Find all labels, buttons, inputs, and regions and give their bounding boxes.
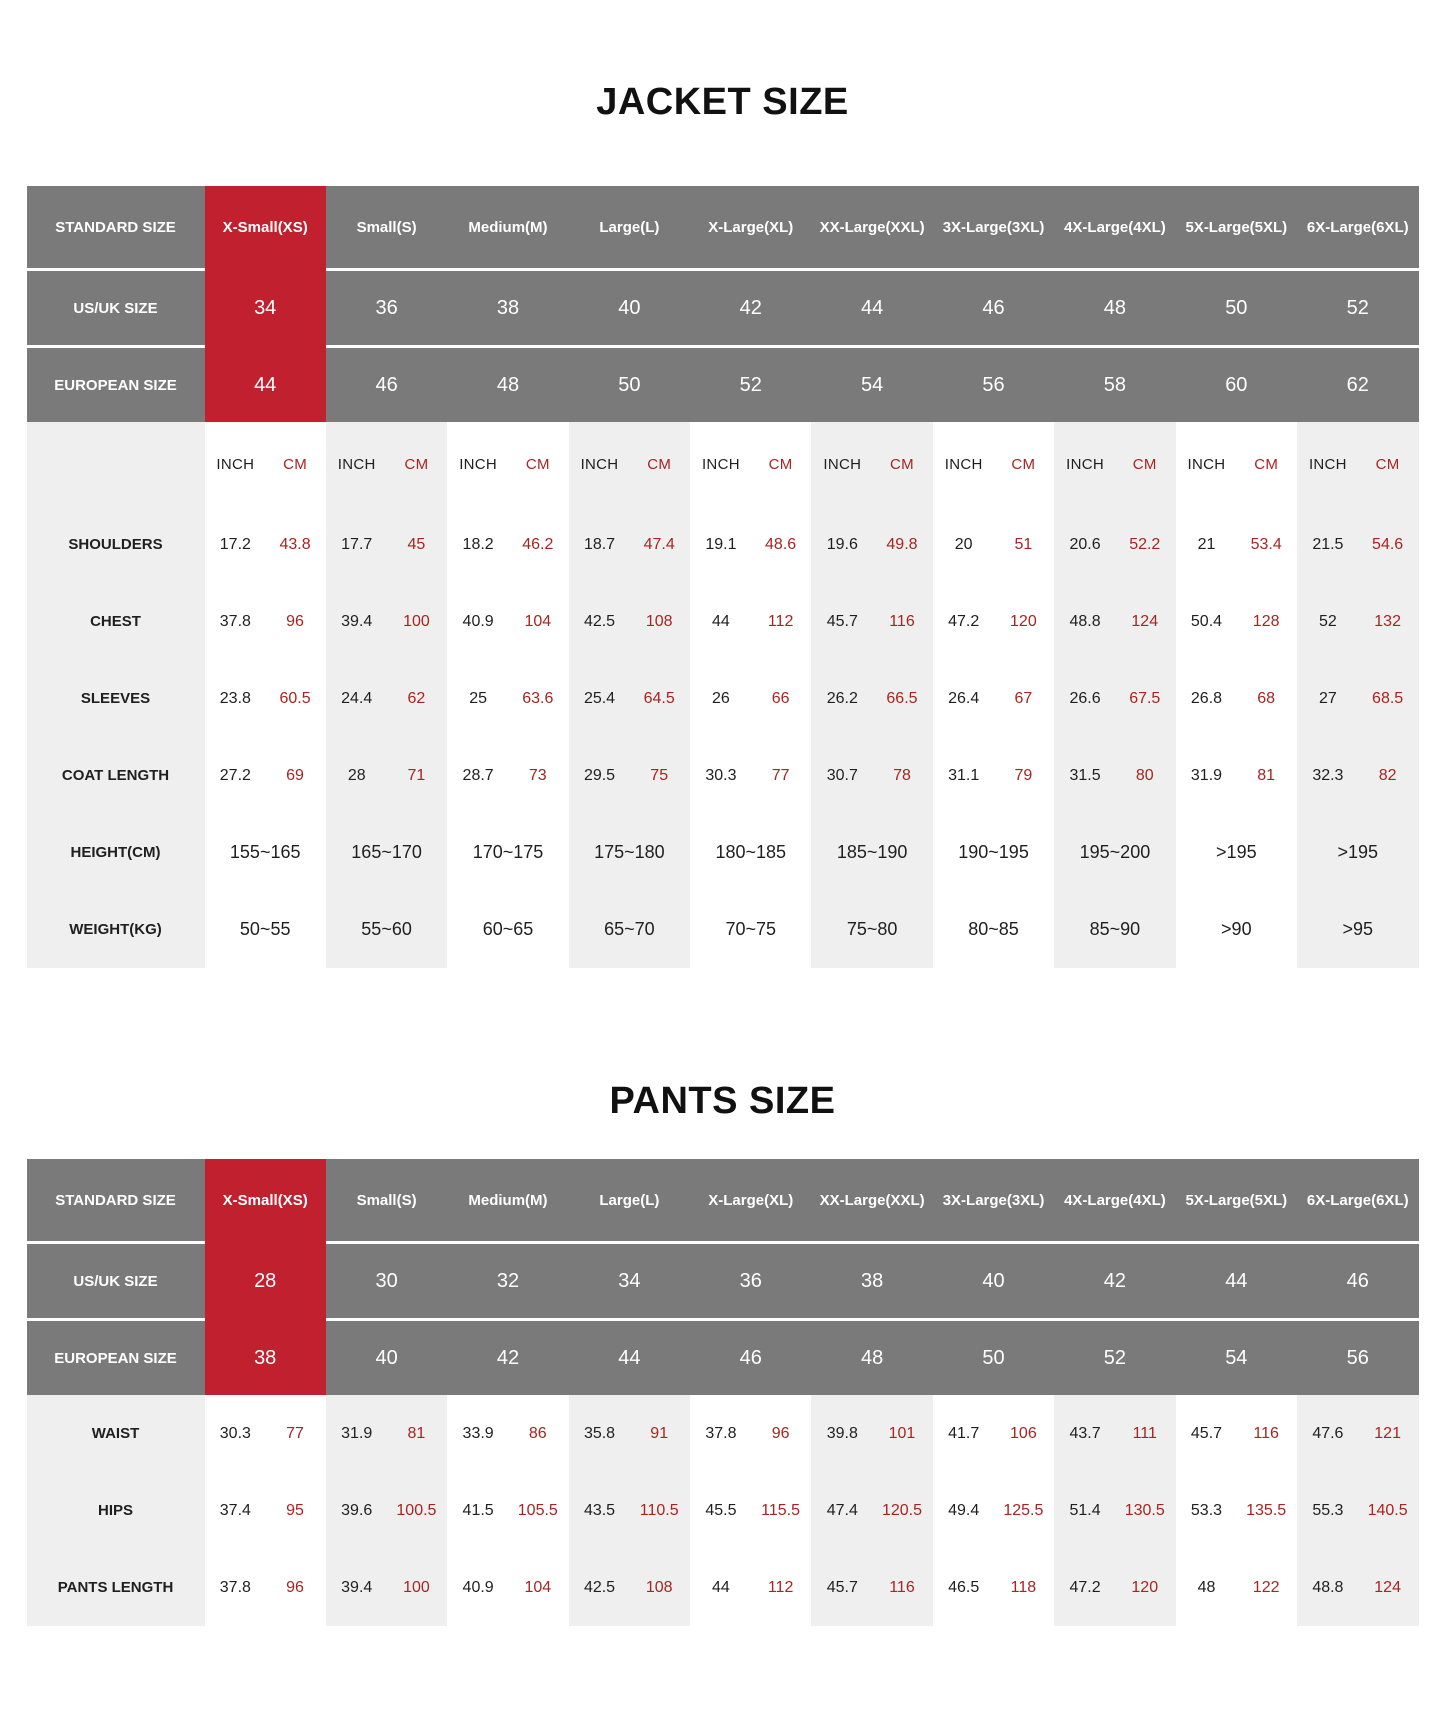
measurement-cell: 45.7 116 — [1176, 1395, 1297, 1472]
size-name-cell: Large(L) — [569, 1159, 690, 1244]
us-uk-size-cell: 42 — [1054, 1244, 1175, 1321]
measurement-cell: 28.7 73 — [447, 737, 568, 814]
measurement-cell: 29.5 75 — [569, 737, 690, 814]
european-size-cell: 44 — [569, 1321, 690, 1395]
us-uk-size-cell: 38 — [447, 271, 568, 348]
jacket-size-title: JACKET SIZE — [596, 81, 849, 123]
jacket-size-table — [27, 186, 1419, 968]
size-name-cell: 4X-Large(4XL) — [1054, 186, 1175, 271]
range-cell: 175~180 — [569, 814, 690, 891]
range-cell: 190~195 — [933, 814, 1054, 891]
size-name-cell: Small(S) — [326, 1159, 447, 1244]
range-cell: 80~85 — [933, 891, 1054, 968]
measurement-cell: 43.7 111 — [1054, 1395, 1175, 1472]
us-uk-size-cell: 34 — [205, 271, 326, 348]
us-uk-size-cell: 38 — [811, 1244, 932, 1321]
us-uk-size-cell: 46 — [933, 271, 1054, 348]
measurement-cell: 31.9 81 — [1176, 737, 1297, 814]
measurement-cell: 20 51 — [933, 506, 1054, 583]
jacket-row-shoulders — [27, 506, 1419, 583]
measurement-cell: 21 53.4 — [1176, 506, 1297, 583]
jacket-standard-size-row — [27, 186, 1419, 271]
range-cell: >195 — [1176, 814, 1297, 891]
measurement-label: WAIST — [27, 1395, 205, 1472]
size-name-cell: Medium(M) — [447, 186, 568, 271]
range-cell: 185~190 — [811, 814, 932, 891]
measurement-cell: 27.2 69 — [205, 737, 326, 814]
measurement-cell: 31.1 79 — [933, 737, 1054, 814]
pants-european-size-row — [27, 1321, 1419, 1395]
range-cell: 180~185 — [690, 814, 811, 891]
measurement-cell: 33.9 86 — [447, 1395, 568, 1472]
measurement-cell: 39.4 100 — [326, 583, 447, 660]
range-cell: 85~90 — [1054, 891, 1175, 968]
range-cell: 195~200 — [1054, 814, 1175, 891]
measurement-cell: 48 122 — [1176, 1549, 1297, 1626]
european-size-cell: 42 — [447, 1321, 568, 1395]
measurement-cell: 17.7 45 — [326, 506, 447, 583]
measurement-cell: 20.6 52.2 — [1054, 506, 1175, 583]
pants-row-waist — [27, 1395, 1419, 1472]
measurement-cell: 17.2 43.8 — [205, 506, 326, 583]
measurement-label: SHOULDERS — [27, 506, 205, 583]
size-name-cell: XX-Large(XXL) — [811, 186, 932, 271]
measurement-cell: 53.3 135.5 — [1176, 1472, 1297, 1549]
pants-size-table — [27, 1159, 1419, 1626]
pants-row-hips — [27, 1472, 1419, 1549]
size-name-cell: 3X-Large(3XL) — [933, 186, 1054, 271]
us-uk-size-cell: 36 — [690, 1244, 811, 1321]
standard-size-row-label: STANDARD SIZE — [27, 186, 205, 271]
measurement-cell: 47.6 121 — [1297, 1395, 1418, 1472]
measurement-cell: 30.7 78 — [811, 737, 932, 814]
size-name-cell: 6X-Large(6XL) — [1297, 1159, 1418, 1244]
european-size-cell: 60 — [1176, 348, 1297, 422]
measurement-label: HEIGHT(CM) — [27, 814, 205, 891]
measurement-cell: 45.7 116 — [811, 583, 932, 660]
jacket-usuk-size-row — [27, 271, 1419, 348]
measurement-cell: 51.4 130.5 — [1054, 1472, 1175, 1549]
measurement-cell: 48.8 124 — [1054, 583, 1175, 660]
standard-size-row-label: STANDARD SIZE — [27, 1159, 205, 1244]
measurement-cell: 30.3 77 — [690, 737, 811, 814]
measurement-cell: 39.4 100 — [326, 1549, 447, 1626]
measurement-cell: 47.4 120.5 — [811, 1472, 932, 1549]
us-uk-size-cell: 28 — [205, 1244, 326, 1321]
range-cell: 165~170 — [326, 814, 447, 891]
us-uk-size-cell: 30 — [326, 1244, 447, 1321]
measurement-cell: 44 112 — [690, 583, 811, 660]
usuk-size-row-label: US/UK SIZE — [27, 1244, 205, 1321]
unit-header-spacer — [27, 422, 205, 506]
measurement-cell: 23.8 60.5 — [205, 660, 326, 737]
measurement-cell: 41.5 105.5 — [447, 1472, 568, 1549]
usuk-size-row-label: US/UK SIZE — [27, 271, 205, 348]
measurement-cell: 39.8 101 — [811, 1395, 932, 1472]
size-name-cell: Medium(M) — [447, 1159, 568, 1244]
european-size-cell: 44 — [205, 348, 326, 422]
measurement-cell: 55.3 140.5 — [1297, 1472, 1418, 1549]
size-name-cell: XX-Large(XXL) — [811, 1159, 932, 1244]
pants-row-pants-length — [27, 1549, 1419, 1626]
european-size-cell: 50 — [569, 348, 690, 422]
european-size-row-label: EUROPEAN SIZE — [27, 1321, 205, 1395]
measurement-label: WEIGHT(KG) — [27, 891, 205, 968]
jacket-european-size-row — [27, 348, 1419, 422]
range-cell: 170~175 — [447, 814, 568, 891]
measurement-cell: 26 66 — [690, 660, 811, 737]
measurement-cell: 26.6 67.5 — [1054, 660, 1175, 737]
range-cell: 155~165 — [205, 814, 326, 891]
us-uk-size-cell: 48 — [1054, 271, 1175, 348]
us-uk-size-cell: 34 — [569, 1244, 690, 1321]
measurement-cell: 41.7 106 — [933, 1395, 1054, 1472]
measurement-label: PANTS LENGTH — [27, 1549, 205, 1626]
us-uk-size-cell: 40 — [933, 1244, 1054, 1321]
measurement-cell: 19.1 48.6 — [690, 506, 811, 583]
measurement-cell: 24.4 62 — [326, 660, 447, 737]
range-cell: 50~55 — [205, 891, 326, 968]
unit-header-cell: INCH CM — [811, 422, 932, 506]
measurement-cell: 48.8 124 — [1297, 1549, 1418, 1626]
range-cell: 65~70 — [569, 891, 690, 968]
european-size-cell: 56 — [1297, 1321, 1418, 1395]
range-cell: 70~75 — [690, 891, 811, 968]
us-uk-size-cell: 44 — [1176, 1244, 1297, 1321]
measurement-cell: 37.4 95 — [205, 1472, 326, 1549]
pants-size-title: PANTS SIZE — [609, 1080, 836, 1122]
us-uk-size-cell: 32 — [447, 1244, 568, 1321]
us-uk-size-cell: 52 — [1297, 271, 1418, 348]
size-name-cell: X-Large(XL) — [690, 1159, 811, 1244]
size-name-cell: X-Small(XS) — [205, 1159, 326, 1244]
measurement-cell: 21.5 54.6 — [1297, 506, 1418, 583]
measurement-cell: 45.7 116 — [811, 1549, 932, 1626]
size-name-cell: 5X-Large(5XL) — [1176, 1159, 1297, 1244]
measurement-cell: 28 71 — [326, 737, 447, 814]
measurement-cell: 37.8 96 — [205, 583, 326, 660]
measurement-cell: 42.5 108 — [569, 1549, 690, 1626]
measurement-cell: 42.5 108 — [569, 583, 690, 660]
european-size-cell: 54 — [811, 348, 932, 422]
measurement-cell: 47.2 120 — [933, 583, 1054, 660]
measurement-cell: 31.9 81 — [326, 1395, 447, 1472]
measurement-cell: 30.3 77 — [205, 1395, 326, 1472]
measurement-cell: 50.4 128 — [1176, 583, 1297, 660]
measurement-cell: 27 68.5 — [1297, 660, 1418, 737]
unit-header-cell: INCH CM — [447, 422, 568, 506]
unit-header-cell: INCH CM — [569, 422, 690, 506]
size-name-cell: 3X-Large(3XL) — [933, 1159, 1054, 1244]
jacket-row-height-cm- — [27, 814, 1419, 891]
unit-header-cell: INCH CM — [205, 422, 326, 506]
measurement-cell: 25.4 64.5 — [569, 660, 690, 737]
measurement-cell: 19.6 49.8 — [811, 506, 932, 583]
us-uk-size-cell: 40 — [569, 271, 690, 348]
european-size-cell: 48 — [811, 1321, 932, 1395]
measurement-cell: 44 112 — [690, 1549, 811, 1626]
range-cell: >95 — [1297, 891, 1418, 968]
size-name-cell: 4X-Large(4XL) — [1054, 1159, 1175, 1244]
unit-header-cell: INCH CM — [326, 422, 447, 506]
european-size-cell: 50 — [933, 1321, 1054, 1395]
us-uk-size-cell: 42 — [690, 271, 811, 348]
measurement-cell: 37.8 96 — [205, 1549, 326, 1626]
measurement-cell: 26.4 67 — [933, 660, 1054, 737]
unit-header-cell: INCH CM — [933, 422, 1054, 506]
measurement-cell: 18.7 47.4 — [569, 506, 690, 583]
european-size-cell: 48 — [447, 348, 568, 422]
measurement-cell: 45.5 115.5 — [690, 1472, 811, 1549]
measurement-cell: 49.4 125.5 — [933, 1472, 1054, 1549]
measurement-cell: 40.9 104 — [447, 1549, 568, 1626]
range-cell: 60~65 — [447, 891, 568, 968]
range-cell: >90 — [1176, 891, 1297, 968]
us-uk-size-cell: 46 — [1297, 1244, 1418, 1321]
unit-header-cell: INCH CM — [690, 422, 811, 506]
measurement-cell: 26.8 68 — [1176, 660, 1297, 737]
european-size-cell: 54 — [1176, 1321, 1297, 1395]
jacket-row-sleeves — [27, 660, 1419, 737]
european-size-cell: 46 — [326, 348, 447, 422]
measurement-cell: 26.2 66.5 — [811, 660, 932, 737]
jacket-unit-header-row — [27, 422, 1419, 506]
range-cell: 75~80 — [811, 891, 932, 968]
jacket-row-chest — [27, 583, 1419, 660]
size-name-cell: 6X-Large(6XL) — [1297, 186, 1418, 271]
measurement-cell: 25 63.6 — [447, 660, 568, 737]
measurement-cell: 32.3 82 — [1297, 737, 1418, 814]
range-cell: >195 — [1297, 814, 1418, 891]
european-size-cell: 38 — [205, 1321, 326, 1395]
pants-standard-size-row — [27, 1159, 1419, 1244]
measurement-cell: 40.9 104 — [447, 583, 568, 660]
measurement-cell: 47.2 120 — [1054, 1549, 1175, 1626]
european-size-cell: 52 — [690, 348, 811, 422]
measurement-cell: 18.2 46.2 — [447, 506, 568, 583]
range-cell: 55~60 — [326, 891, 447, 968]
us-uk-size-cell: 44 — [811, 271, 932, 348]
jacket-row-weight-kg- — [27, 891, 1419, 968]
size-name-cell: Small(S) — [326, 186, 447, 271]
measurement-label: HIPS — [27, 1472, 205, 1549]
us-uk-size-cell: 36 — [326, 271, 447, 348]
measurement-label: CHEST — [27, 583, 205, 660]
measurement-cell: 39.6 100.5 — [326, 1472, 447, 1549]
unit-header-cell: INCH CM — [1176, 422, 1297, 506]
european-size-cell: 58 — [1054, 348, 1175, 422]
european-size-cell: 52 — [1054, 1321, 1175, 1395]
measurement-cell: 46.5 118 — [933, 1549, 1054, 1626]
pants-usuk-size-row — [27, 1244, 1419, 1321]
size-name-cell: 5X-Large(5XL) — [1176, 186, 1297, 271]
size-name-cell: Large(L) — [569, 186, 690, 271]
measurement-label: SLEEVES — [27, 660, 205, 737]
european-size-cell: 56 — [933, 348, 1054, 422]
measurement-cell: 31.5 80 — [1054, 737, 1175, 814]
size-name-cell: X-Small(XS) — [205, 186, 326, 271]
jacket-row-coat-length — [27, 737, 1419, 814]
measurement-cell: 37.8 96 — [690, 1395, 811, 1472]
measurement-cell: 52 132 — [1297, 583, 1418, 660]
measurement-label: COAT LENGTH — [27, 737, 205, 814]
us-uk-size-cell: 50 — [1176, 271, 1297, 348]
size-name-cell: X-Large(XL) — [690, 186, 811, 271]
european-size-row-label: EUROPEAN SIZE — [27, 348, 205, 422]
measurement-cell: 35.8 91 — [569, 1395, 690, 1472]
measurement-cell: 43.5 110.5 — [569, 1472, 690, 1549]
european-size-cell: 62 — [1297, 348, 1418, 422]
european-size-cell: 40 — [326, 1321, 447, 1395]
unit-header-cell: INCH CM — [1054, 422, 1175, 506]
unit-header-cell: INCH CM — [1297, 422, 1418, 506]
european-size-cell: 46 — [690, 1321, 811, 1395]
